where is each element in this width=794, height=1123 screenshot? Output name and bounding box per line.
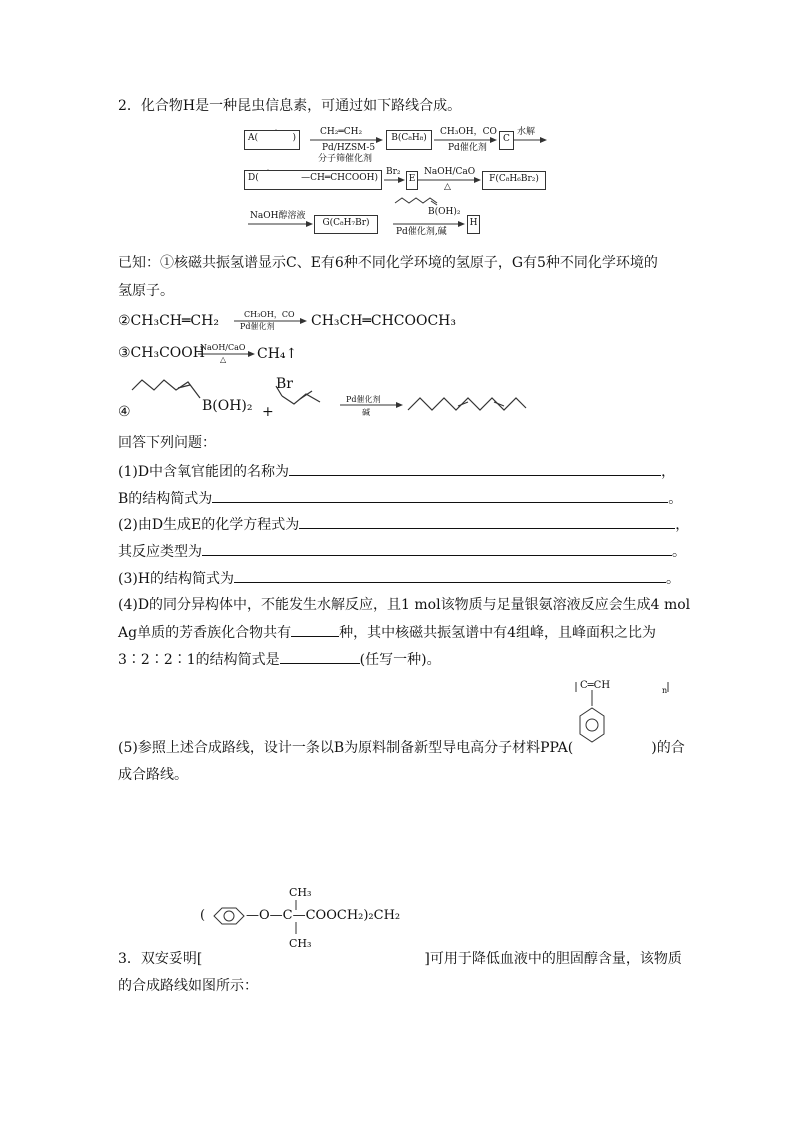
ppa-subscript-n: n <box>662 686 668 695</box>
known-2-left: ②CH₃CH═CH₂ <box>118 313 219 329</box>
q2-sub3 <box>118 568 680 589</box>
alkenyl-chain-reagent <box>395 198 437 203</box>
q2-sub4c <box>118 649 441 670</box>
known-4-below: 碱 <box>362 408 370 417</box>
q2-header: 2．化合物H是一种昆虫信息素，可通过如下路线合成。 <box>118 98 462 114</box>
known-4-product-chain <box>408 398 526 410</box>
answer-blank-4-structure[interactable] <box>280 649 360 664</box>
q2-sub1a <box>118 461 675 482</box>
q3-line1 <box>118 949 682 969</box>
step7-below: Pd催化剂,碱 <box>396 227 447 237</box>
known-4-reactant-chain <box>132 380 200 398</box>
answer-blank-2a[interactable] <box>299 514 675 529</box>
q2-sub4b-post: 种，其中核磁共振氢谱中有4组峰，且峰面积之比为 <box>339 625 656 641</box>
answer-blank-2b[interactable] <box>202 541 672 556</box>
answer-blank-3[interactable] <box>234 568 666 583</box>
q2-sub3-end: 。 <box>666 571 681 587</box>
known-4-num: ④ <box>118 404 131 420</box>
q2-sub5a <box>118 738 685 758</box>
known-3-left: ③CH₃COOH <box>118 345 205 361</box>
reagent-boron: B(OH)₂ <box>428 207 461 217</box>
step4-above: Br₂ <box>386 167 401 177</box>
known-4-plus: + <box>262 404 274 420</box>
q3-line1-post: ]可用于降低血液中的胆固醇含量，该物质 <box>424 951 682 967</box>
step2-above: CH₃OH，CO <box>440 127 497 137</box>
box-d-suffix: —CH═CHCOOH) <box>301 173 378 183</box>
box-d-prefix: D( <box>248 173 259 183</box>
known-2-right: CH₃CH═CHCOOCH₃ <box>311 313 457 329</box>
q3-ch3-bottom: CH₃ <box>289 937 312 950</box>
known-3-below: △ <box>220 355 227 364</box>
box-a <box>244 130 300 150</box>
q2-sub5a-pre: (5)参照上述合成路线，设计一条以B为原料制备新型导电高分子材料PPA( <box>118 740 574 756</box>
q2-sub3-text: (3)H的结构简式为 <box>118 571 235 587</box>
q2-sub4b <box>118 622 656 643</box>
q2-sub2b-text: 其反应类型为 <box>118 544 202 560</box>
q2-sub5b: 成合路线。 <box>118 767 188 783</box>
q2-sub2a <box>118 514 689 535</box>
q2-sub1b-text: B的结构简式为 <box>118 491 213 507</box>
known-2-above: CH₃OH，CO <box>244 310 295 319</box>
answer-blank-1b[interactable] <box>212 488 668 503</box>
known-3-right: CH₄↑ <box>257 346 298 362</box>
step3-above: 水解 <box>517 127 536 137</box>
q2-sub4c-post: (任写一种)。 <box>359 652 441 668</box>
box-e: E <box>406 171 418 190</box>
step5-above: NaOH/CaO <box>424 167 476 177</box>
known-2-below: Pd催化剂 <box>240 322 275 331</box>
step2-below: Pd催化剂 <box>448 143 487 153</box>
answer-prompt: 回答下列问题： <box>118 435 216 451</box>
known-4-br: Br <box>276 376 293 392</box>
box-a-prefix: A( <box>248 133 259 143</box>
q2-sub4c-pre: 3∶2∶2∶1的结构简式是 <box>118 652 280 668</box>
box-h: H <box>467 215 480 234</box>
known-1b: 氢原子。 <box>118 283 174 299</box>
box-d <box>244 170 382 190</box>
q2-sub2b <box>118 541 686 562</box>
q2-sub2a-end: ， <box>675 517 690 533</box>
box-f: F(C₈H₆Br₂) <box>482 171 546 190</box>
q2-sub1b-end: 。 <box>668 491 683 507</box>
step1-below2: 分子筛催化剂 <box>318 154 373 164</box>
known-4-above: Pd催化剂 <box>346 395 381 404</box>
step1-above: CH₂═CH₂ <box>320 127 363 137</box>
step1-below1: Pd/HZSM-5 <box>322 143 376 153</box>
q2-sub4b-pre: Ag单质的芳香族化合物共有 <box>118 625 292 641</box>
known-3-above: NaOH/CaO <box>200 343 246 352</box>
ppa-formula: C═CH <box>580 680 611 691</box>
q3-line2: 的合成路线如图所示： <box>118 978 258 994</box>
step6-above: NaOH醇溶液 <box>250 211 306 221</box>
q2-sub4a: (4)D的同分异构体中，不能发生水解反应，且1 mol该物质与足量银氨溶液反应会生成4 mol <box>118 597 691 613</box>
box-g: G(C₈H₇Br) <box>314 215 378 234</box>
box-b: B(C₈H₈) <box>386 130 432 150</box>
q2-sub1b <box>118 488 682 509</box>
q2-sub2a-text: (2)由D生成E的化学方程式为 <box>118 517 300 533</box>
box-c: C <box>499 131 514 150</box>
known-4-boron: B(OH)₂ <box>202 398 253 414</box>
ppa-structure <box>576 682 668 742</box>
answer-blank-1a[interactable] <box>289 461 661 476</box>
q3-struct-left: ( <box>200 908 206 923</box>
answer-blank-4-count[interactable] <box>291 622 339 637</box>
q2-sub5a-post: )的合 <box>651 740 685 756</box>
q2-sub1a-end: ， <box>661 464 676 480</box>
q2-sub2b-end: 。 <box>672 544 686 560</box>
q3-line1-pre: 3．双安妥明[ <box>118 951 203 967</box>
q2-sub1a-text: (1)D中含氧官能团的名称为 <box>118 464 290 480</box>
box-a-suffix: ) <box>292 133 296 143</box>
known-1: 已知：①核磁共振氢谱显示C、E有6种不同化学环境的氢原子，G有5种不同化学环境的 <box>118 255 658 271</box>
step5-below: △ <box>444 182 451 192</box>
q3-struct-chain: —O—C—COOCH₂)₂CH₂ <box>246 908 401 923</box>
q3-ch3-top: CH₃ <box>289 886 312 899</box>
